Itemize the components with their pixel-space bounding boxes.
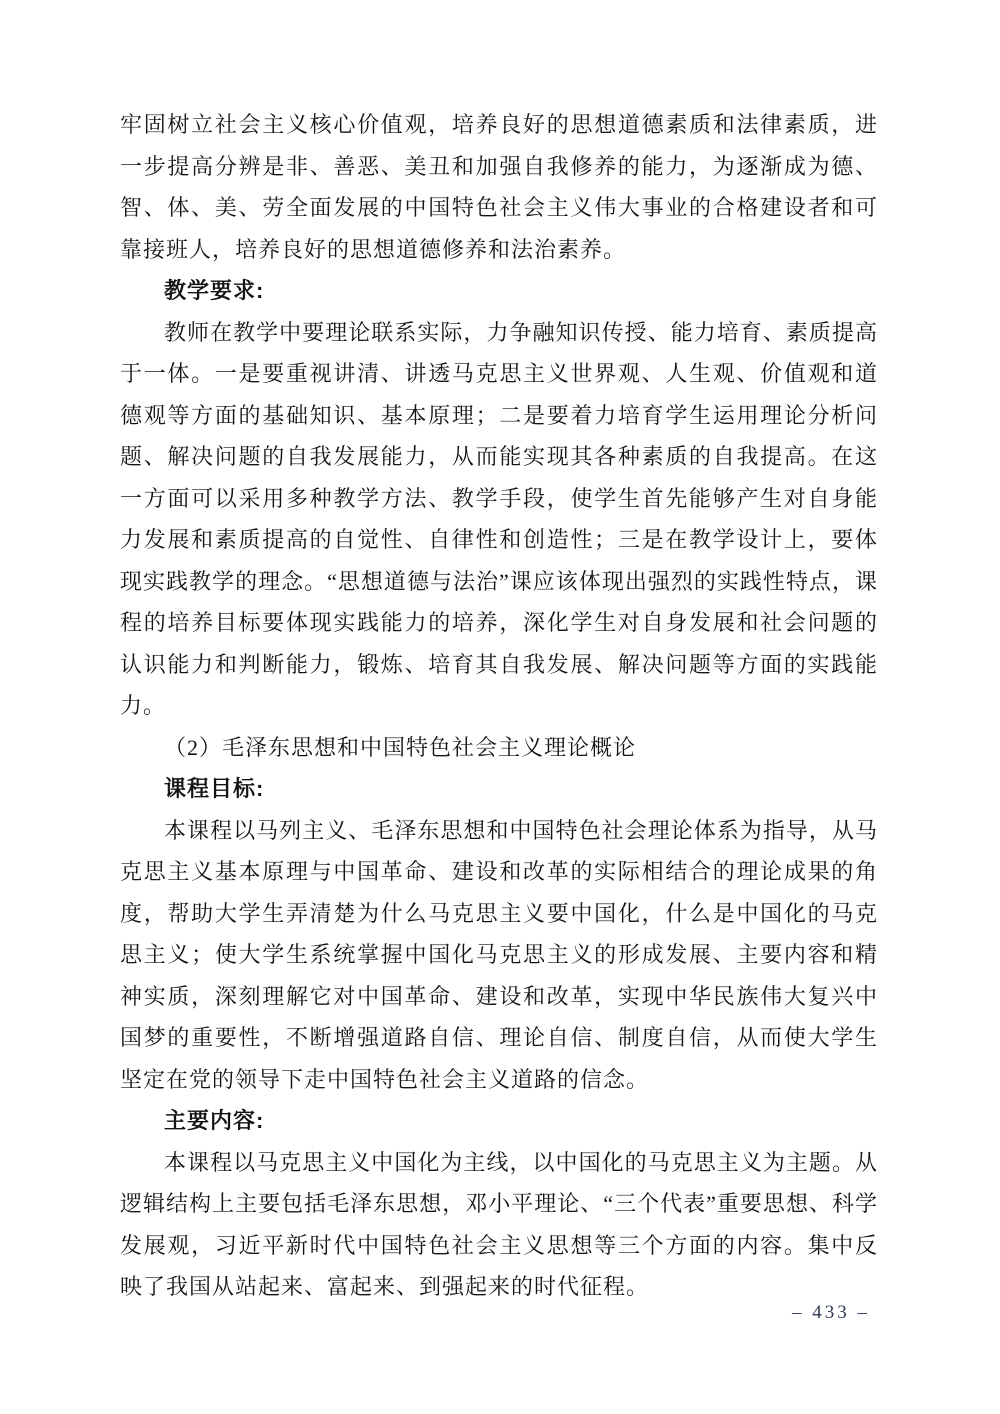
paragraph-moral-quality-continuation: 牢固树立社会主义核心价值观，培养良好的思想道德素质和法律素质，进一步提高分辨是非、善恶、美丑和加强自我修养的能力，为逐渐成为德、智、体、美、劳全面发展的中国特色社会主义伟大事业的合格建设者和可靠接班人，培养良好的思想道德修养和法治素养。 — [120, 112, 878, 262]
paragraph-main-content: 本课程以马克思主义中国化为主线，以中国化的马克思主义为主题。从逻辑结构上主要包括毛泽东思想，邓小平理论、“三个代表”重要思想、科学发展观，习近平新时代中国特色社会主义思想等三个方面的内容。集中反映了我国从站起来、富起来、到强起来的时代征程。 — [120, 1149, 878, 1299]
paragraph-teaching-requirements: 教师在教学中要理论联系实际，力争融知识传授、能力培育、素质提高于一体。一是要重视讲清、讲透马克思主义世界观、人生观、价值观和道德观等方面的基础知识、基本原理；二是要着力培育学生运用理论分析问题、解决问题的自我发展能力，从而能实现其各种素质的自我提高。在这一方面可以采用多种教学方法、教学手段，使学生首先能够产生对自身能力发展和素质提高的自觉性、自律性和创造性；三是在教学设计上，要体现实践教学的理念。“思想道德与法治”课应该体现出强烈的实践性特点，课程的培养目标要体现实践能力的培养，深化学生对自身发展和社会问题的认识能力和判断能力，锻炼、培育其自我发展、解决问题等方面的实践能力。 — [120, 319, 878, 718]
item-course-2-title: （2）毛泽东思想和中国特色社会主义理论概论 — [164, 734, 637, 760]
heading-main-content: 主要内容: — [164, 1108, 265, 1133]
paragraph-course-objectives: 本课程以马列主义、毛泽东思想和中国特色社会理论体系为指导，从马克思主义基本原理与中国革命、建设和改革的实际相结合的理论成果的角度，帮助大学生弄清楚为什么马克思主义要中国化，什么是中国化的马克思主义；使大学生系统掌握中国化马克思主义的形成发展、主要内容和精神实质，深刻理解它对中国革命、建设和改革，实现中华民族伟大复兴中国梦的重要性，不断增强道路自信、理论自信、制度自信，从而使大学生坚定在党的领导下走中国特色社会主义道路的信念。 — [120, 817, 878, 1092]
page-number: – 433 – — [792, 1302, 870, 1323]
heading-course-objectives: 课程目标: — [164, 776, 265, 801]
document-body — [120, 104, 878, 1308]
heading-teaching-requirements: 教学要求: — [164, 278, 265, 303]
